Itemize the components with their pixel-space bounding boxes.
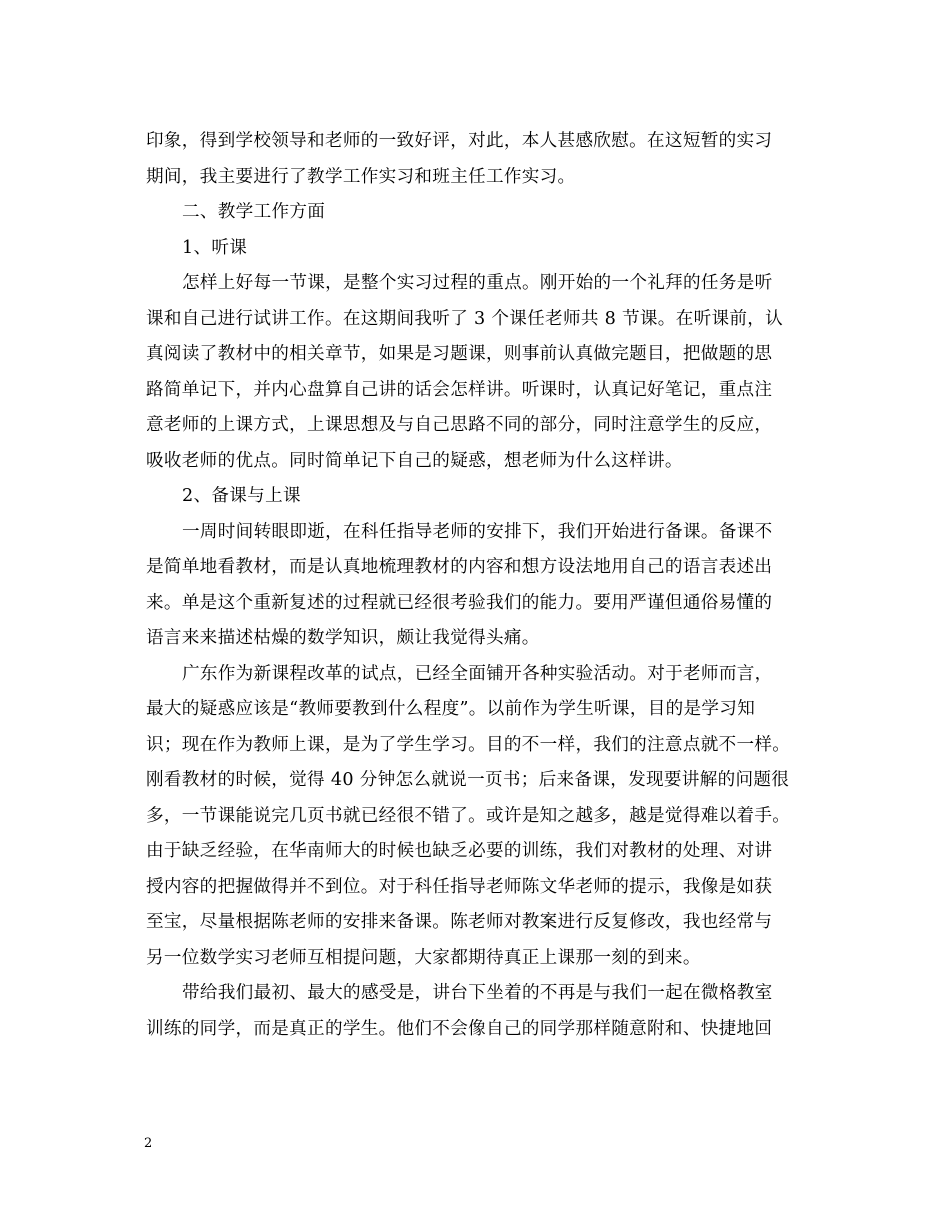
text-line-20: 多，一节课能说完几页书就已经很不错了。或许是知之越多，越是觉得难以着手。 — [146, 805, 791, 826]
section-heading-teaching-work: 二、教学工作方面 — [182, 202, 326, 222]
text-line-19: 刚看教材的时候，觉得 40 分钟怎么就说一页书；后来备课，发现要讲解的问题很 — [146, 770, 790, 790]
text-line-2: 期间，我主要进行了教学工作实习和班主任工作实习。 — [146, 166, 576, 187]
text-line-6: 课和自己进行试讲工作。在这期间我听了 3 个课任老师共 8 节课。在听课前，认 — [146, 308, 784, 329]
text-line-22: 授内容的把握做得并不到位。对于科任指导老师陈文华老师的提示，我像是如获 — [146, 876, 773, 897]
text-line-8: 路简单记下，并内心盘算自己讲的话会怎样讲。听课时，认真记好笔记，重点注 — [146, 379, 773, 400]
text-line-7: 真阅读了教材中的相关章节，如果是习题课，则事前认真做完题目，把做题的思 — [146, 344, 773, 364]
text-line-9: 意老师的上课方式，上课思想及与自己思路不同的部分，同时注意学生的反应， — [146, 415, 773, 435]
text-line-18: 识；现在作为教师上课，是为了学生学习。目的不一样，我们的注意点就不一样。 — [146, 734, 791, 755]
text-line-10: 吸收老师的优点。同时简单记下自己的疑惑，想老师为什么这样讲。 — [146, 450, 683, 471]
text-line-17: 最大的疑惑应该是“教师要教到什么程度”。以前作为学生听课，目的是学习知 — [146, 699, 756, 719]
text-line-12: 一周时间转眼即逝，在科任指导老师的安排下，我们开始进行备课。备课不 — [182, 521, 773, 542]
document-body — [146, 124, 806, 1047]
text-line-25: 带给我们最初、最大的感受是，讲台下坐着的不再是与我们一起在微格教室 — [182, 983, 773, 1003]
text-line-21: 由于缺乏经验，在华南师大的时候也缺乏必要的训练，我们对教材的处理、对讲 — [146, 841, 773, 861]
page-number: 2 — [144, 1136, 153, 1151]
text-line-1: 印象，得到学校领导和老师的一致好评，对此，本人甚感欣慰。在这短暂的实习 — [146, 131, 773, 151]
text-line-26: 训练的同学，而是真正的学生。他们不会像自己的同学那样随意附和、快捷地回 — [146, 1018, 773, 1039]
subheading-lesson-prep: 2、备课与上课 — [182, 486, 301, 506]
text-line-14: 来。单是这个重新复述的过程就已经很考验我们的能力。要用严谨但通俗易懂的 — [146, 592, 773, 613]
text-line-13: 是简单地看教材，而是认真地梳理教材的内容和想方设法地用自己的语言表述出 — [146, 557, 773, 577]
text-line-5: 怎样上好每一节课，是整个实习过程的重点。刚开始的一个礼拜的任务是听 — [182, 273, 773, 293]
text-line-24: 另一位数学实习老师互相提问题，大家都期待真正上课那一刻的到来。 — [146, 947, 701, 968]
text-line-16: 广东作为新课程改革的试点，已经全面铺开各种实验活动。对于老师而言， — [182, 663, 773, 684]
text-line-15: 语言来来描述枯燥的数学知识，颇让我觉得头痛。 — [146, 628, 540, 648]
subheading-attend-lectures: 1、听课 — [182, 237, 248, 258]
text-line-23: 至宝，尽量根据陈老师的安排来备课。陈老师对教案进行反复修改，我也经常与 — [146, 912, 773, 932]
